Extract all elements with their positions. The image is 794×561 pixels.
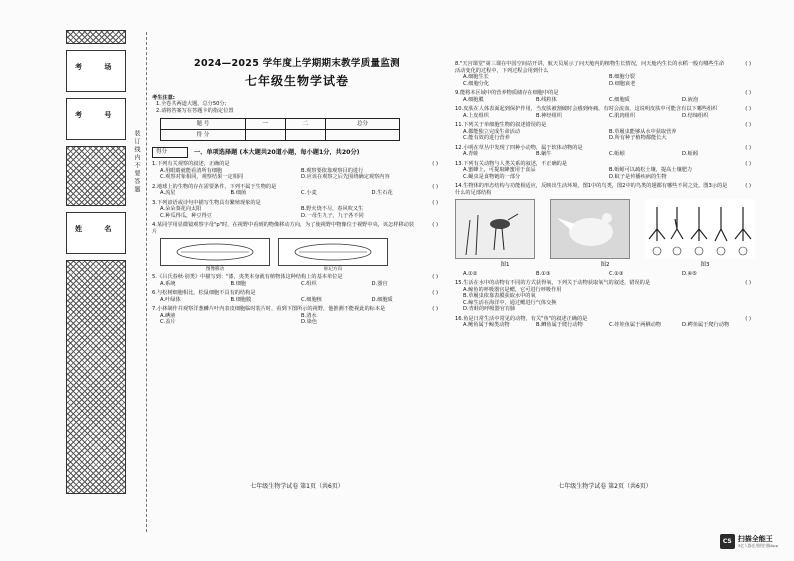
option: B.①③	[536, 270, 551, 277]
option: B.鲫鱼属于爬行动物	[536, 322, 583, 329]
question	[455, 122, 755, 142]
figure-caption: 标记方向	[324, 266, 342, 272]
option: C.肌肉组织	[609, 112, 636, 119]
figure-labels	[455, 262, 755, 269]
option: A.鲍鱼属于鲸类动物	[463, 322, 510, 329]
option: C.小麦	[301, 190, 317, 197]
option: B.观察要依靠观察目的进行	[301, 167, 364, 174]
question-stem: 14.生物体的形态结构与功能相适应，反映出生活环境，图1中的鸟类，图2中的鸟类的翅都有哪些不同之处。图3示的是什么的足部结构	[455, 183, 728, 196]
exam-room-label: 考 场	[75, 63, 122, 71]
option: A.上皮组织	[463, 112, 489, 119]
option: B.蜗牛	[536, 151, 552, 157]
question-stem: 4.某同学用显微镜观察字母"p"时，在视野中看到的物像移动方向，为了使视野中物像位于视野中央，该怎样移动装片	[152, 222, 415, 235]
question-stem: 3.下列谚语或诗句中描写生物具有繁殖现象的是	[152, 199, 261, 206]
question-stem: 2.地球上的生物的存在需要条件，下列不属于生物的是	[152, 183, 277, 190]
section-header	[152, 147, 442, 158]
question	[152, 200, 442, 220]
question	[455, 316, 755, 329]
question	[455, 61, 755, 87]
option: C.蝇虫是食物链的一部分	[463, 173, 521, 180]
option: B.神经组织	[536, 112, 562, 119]
option: C.细胞分化	[463, 80, 490, 87]
q14-options	[463, 271, 755, 278]
name-label: 姓 名	[75, 225, 122, 233]
figure-1-label: 图1	[500, 262, 510, 268]
option: B.蚯蚓可以疏松土壤，提高土壤肥力	[609, 167, 693, 173]
score-header: 一	[245, 119, 285, 130]
question-stem: 8."天宫课堂"第三课在中国空间站开讲，航天员展示了问天舱内的植物生长情况，问天舱内生长的水稻一般有哪些生命活动变化的过程中，下列过程会用到什么	[455, 61, 725, 74]
note-1: 1.全卷共两道大题，总分50分;	[156, 101, 227, 108]
exam-no-box	[66, 98, 126, 140]
figure-3-label: 图3	[700, 262, 710, 268]
subject-title: 七年级生物学试卷	[244, 73, 349, 88]
question	[152, 290, 442, 303]
answer-parentheses: ( )	[432, 290, 438, 297]
option: A.细胞生长	[463, 74, 489, 80]
scanner-name: 扫描全能王	[737, 534, 773, 543]
option: A.碘液	[160, 312, 176, 319]
options	[160, 297, 442, 304]
answer-parentheses: ( )	[432, 306, 438, 313]
options	[463, 97, 755, 104]
scanner-logo-icon: CS	[720, 534, 735, 549]
options	[463, 167, 755, 180]
question	[152, 184, 442, 197]
binding-strip	[66, 30, 126, 520]
page-1-footer: 七年级生物学试卷 第1页（共6页）	[250, 483, 344, 490]
option: B.细胞膜	[230, 296, 252, 303]
answer-parentheses: ( )	[745, 160, 751, 167]
answer-parentheses: ( )	[432, 161, 438, 168]
option: D.蚯蚓	[682, 151, 699, 157]
option: D.④⑤	[682, 270, 697, 277]
option: D.所有种子植物都能长大	[609, 135, 667, 141]
figure-box	[160, 238, 270, 272]
option: C.娃娃鱼属于两栖动物	[609, 322, 661, 329]
option: D.青蛙的呼吸器官有肺	[463, 306, 516, 313]
option: A.①②	[463, 270, 478, 277]
options	[463, 287, 755, 313]
hatch-decoration	[66, 146, 126, 206]
question-stem: 13.下列有关动物与人类关系的叙述，不正确的是	[455, 160, 568, 167]
option: A.系统	[160, 280, 176, 287]
option: D.应该在观察之后先围绕确定观察内容	[301, 174, 390, 181]
option: D.蚊子是传播疾病的生物	[609, 173, 667, 180]
section-title: 一、单项选择题 (本大题共20道小题，每小题1分，共20分)	[194, 149, 360, 156]
options	[463, 129, 755, 142]
option: B.细菌	[230, 190, 247, 197]
option: C.种瓜得瓜，种豆得豆	[160, 212, 212, 219]
option: A.用眼睛就能看清所有细胞	[160, 167, 223, 174]
question	[152, 274, 442, 287]
question	[455, 161, 755, 181]
score-cell	[245, 130, 285, 141]
question-stem: 5.《吕氏春秋·别类》中描写到："漆，夷类本身就有植物体这种结构上的基本单位是	[152, 274, 343, 281]
option: D.染色	[301, 319, 318, 326]
option: C.细胞质	[609, 96, 630, 103]
scanner-badge	[720, 534, 778, 549]
option: D.鳄鱼属于爬行动物	[682, 322, 730, 329]
answer-parentheses: ( )	[745, 106, 751, 112]
question-stem: 6.与松树细胞相比，松鼠细胞不具有的结构是	[152, 290, 256, 297]
question-stem: 16.鱼是日常生活中常见的动物，有关"鱼"的叙述正确的是	[455, 315, 588, 322]
question-stem: 7.小林制作并观察洋葱鳞片叶内表皮细胞临时装片时，看到下图所示的视野，他推测不能视此的标本是	[152, 306, 386, 313]
question-stem: 12.小明在草丛中发现了四种小动物，属于软体动物的是	[455, 144, 583, 151]
page-2	[455, 58, 755, 329]
score-header: 二	[285, 119, 325, 130]
option: D.液泡	[682, 96, 699, 103]
question	[455, 106, 755, 119]
question-list	[455, 61, 755, 196]
options	[160, 190, 442, 197]
hatch-decoration	[66, 260, 126, 494]
answer-parentheses: ( )	[745, 315, 751, 322]
option: C.组织	[301, 280, 317, 287]
option: D.器官	[371, 280, 388, 287]
answer-parentheses: ( )	[432, 183, 438, 190]
option: C.观察对象相同，观察结果一定相同	[160, 174, 244, 181]
option: B.细胞分裂	[609, 74, 635, 80]
question-list	[455, 280, 755, 329]
answer-parentheses: ( )	[745, 144, 751, 151]
option: A.流星	[160, 190, 176, 197]
question	[152, 161, 442, 181]
question	[152, 222, 442, 272]
options	[160, 206, 442, 219]
question-stem: 9.能将本区域中的营养物质储存在细胞中的是	[455, 90, 559, 96]
option: C.②③	[609, 270, 624, 277]
question-figure	[160, 238, 442, 272]
figure-box	[278, 238, 388, 272]
option: C.蚯蚓	[609, 151, 625, 157]
page-2-footer: 七年级生物学试卷 第2页（共6页）	[558, 483, 652, 490]
option: B.草履虫能够从水中获取营养	[609, 128, 677, 135]
option: B.草履虫依靠表膜获取水中的氧	[463, 293, 536, 300]
score-cell	[285, 130, 325, 141]
score-cell	[325, 130, 399, 141]
option: B.线粒体	[536, 96, 557, 103]
exam-no-label: 考 号	[75, 111, 122, 119]
option: D.一母生九子，九子各不同	[301, 212, 364, 219]
question-stem: 1.下列有关观察的叙述，正确的是	[152, 161, 230, 168]
name-box	[66, 212, 126, 254]
answer-parentheses: ( )	[745, 90, 751, 96]
answer-parentheses: ( )	[745, 280, 751, 287]
answer-parentheses: ( )	[432, 199, 438, 206]
exam-room-box	[66, 50, 126, 92]
option: A.细胞膜	[463, 96, 484, 103]
options	[463, 151, 755, 158]
answer-parentheses: ( )	[745, 61, 751, 67]
question-stem: 11.下列关于单细胞生物的叙述错误的是	[455, 122, 547, 128]
options	[463, 322, 755, 329]
answer-parentheses: ( )	[745, 122, 751, 128]
score-row-label: 得 分	[161, 130, 246, 141]
option: A.朵朵葵花向太阳	[160, 206, 202, 213]
options	[463, 113, 755, 120]
figure-2-label: 图2	[600, 262, 610, 268]
figure-caption: 图像移动	[206, 266, 224, 272]
option: A.蜜蜂上，可提取蜂蜜用于食品	[463, 167, 536, 173]
binding-margin-text: 装订线内不要答题	[133, 130, 140, 194]
section-score-box: 得分	[152, 147, 188, 158]
option: A.叶绿体	[160, 296, 181, 303]
question	[152, 306, 442, 326]
figure-2-image	[550, 199, 630, 259]
option: C.能有效的进行营养	[463, 135, 510, 141]
cut-line	[146, 32, 147, 532]
answer-parentheses: ( )	[745, 183, 751, 189]
note-2: 2.请将答案写在答题卡的指定位置	[156, 107, 234, 114]
question	[455, 145, 755, 158]
page-1	[152, 58, 442, 326]
answer-parentheses: ( )	[432, 222, 438, 229]
option: D.细胞质	[371, 296, 393, 303]
option: B.细胞	[230, 280, 247, 287]
options	[160, 313, 442, 326]
answer-parentheses: ( )	[432, 274, 438, 281]
option: A.青蛙	[463, 151, 479, 157]
question	[455, 90, 755, 103]
option: C.鲸生活在海洋中，通过鳃进行气体交换	[463, 299, 557, 306]
figure-row	[455, 199, 755, 259]
option: B.野火烧不尽，春风吹又生	[301, 206, 364, 213]
notes-heading: 考生注意:	[152, 94, 175, 101]
question	[455, 280, 755, 313]
option: C.细胞核	[301, 296, 322, 303]
question-list	[152, 161, 442, 326]
question-stem: 15.生活在水中的动物有不同的方式获得氧，下列关于动物获取氧气的叙述，错误的是	[455, 280, 651, 287]
option: B.清水	[301, 312, 317, 319]
option: A.鲸鱼的呼吸器官是鳃，它可进行呼吸作用	[463, 286, 562, 293]
option: D.生石花	[371, 190, 393, 197]
figure-3-image	[645, 199, 755, 259]
score-header: 总分	[325, 119, 399, 130]
option: D.结缔组织	[682, 112, 709, 119]
score-table	[160, 118, 400, 141]
question-stem: 10.皮肤在人体表面起到保护作用，当皮肤被割破时会感到疼痛，有时会流血，这说明皮肤中可能含有以下哪些组织	[455, 106, 718, 112]
scanner-tagline: 3亿人都在用的扫描App	[737, 542, 778, 548]
score-header: 题 号	[161, 119, 246, 130]
options	[463, 74, 755, 87]
options	[160, 168, 442, 181]
figure-1-image	[455, 199, 535, 259]
options	[160, 281, 442, 288]
exam-title: 2024—2025 学年度上学期期末教学质量监测	[194, 58, 400, 69]
hatch-decoration	[66, 30, 126, 44]
option: A.都能独立完成生命活动	[463, 128, 520, 135]
option: C.盖片	[160, 319, 176, 326]
option: D.细胞衰老	[609, 80, 636, 87]
question	[455, 183, 755, 196]
